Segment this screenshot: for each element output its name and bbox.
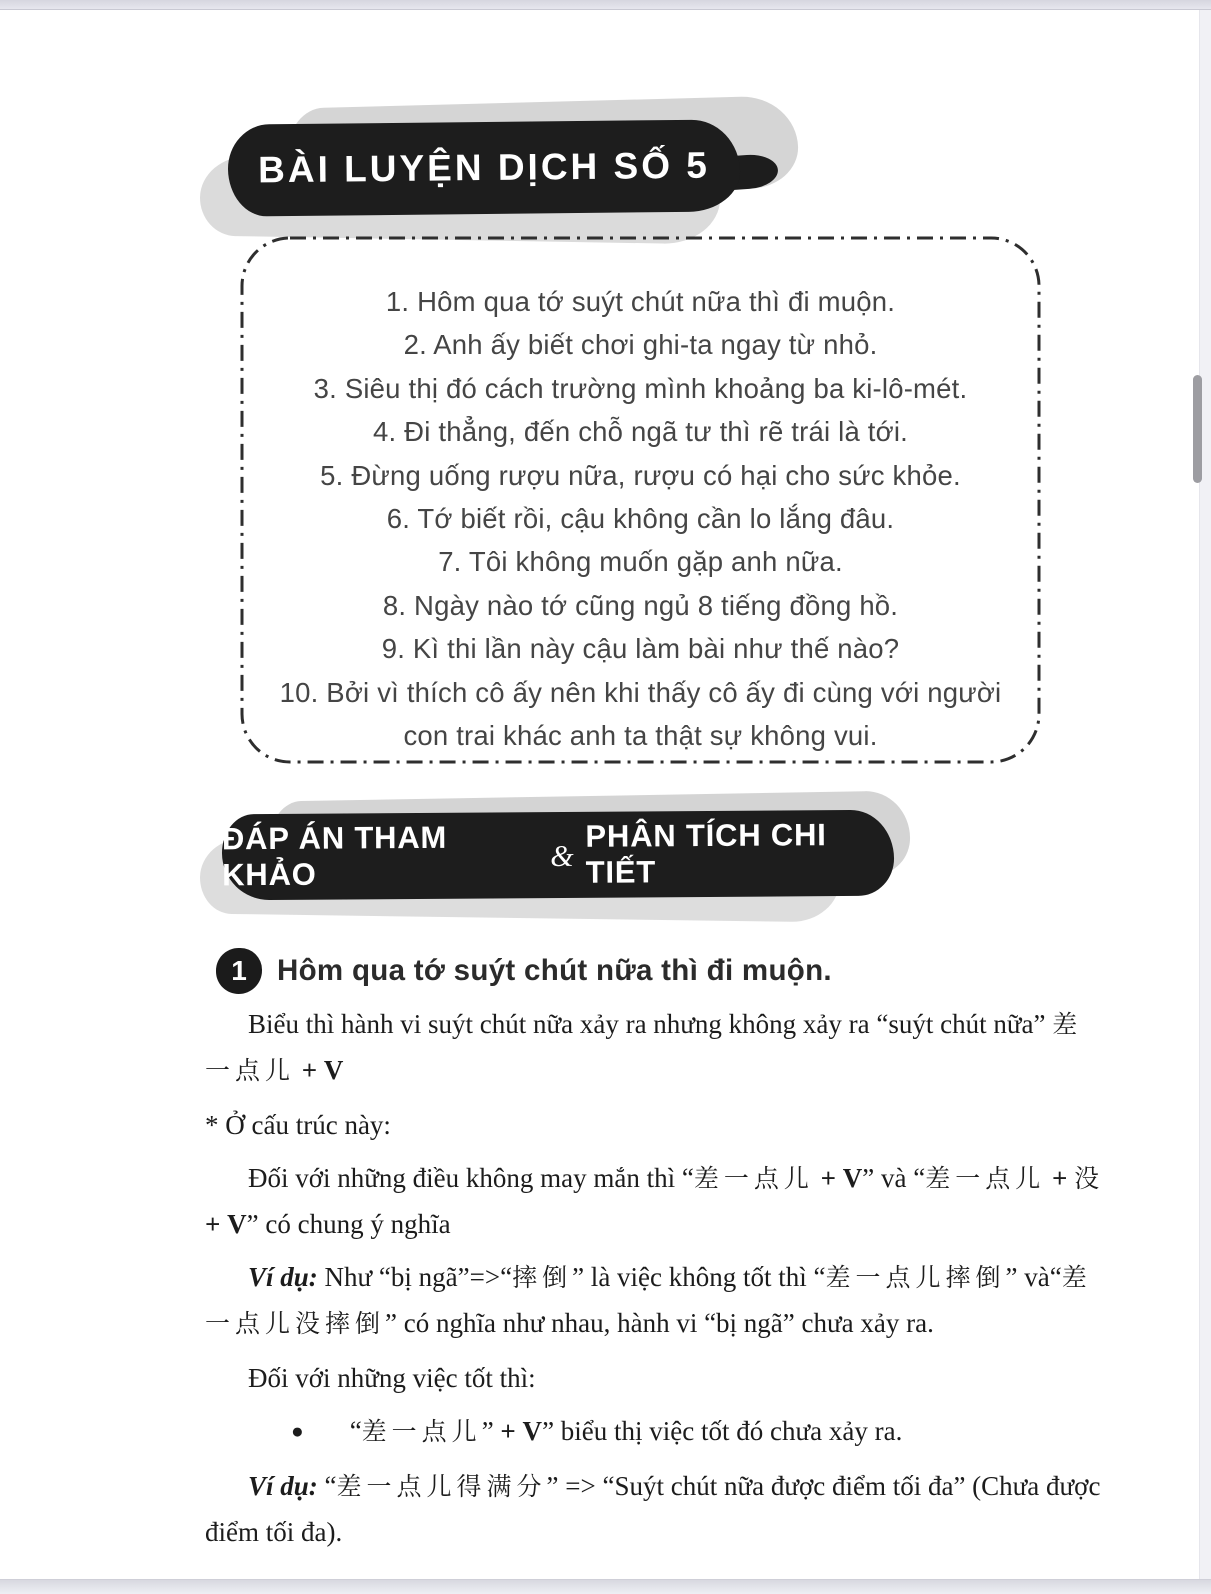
exercise-sentence: 7. Tôi không muốn gặp anh nữa. <box>438 546 843 578</box>
text-run: ” <box>481 1416 501 1446</box>
example-label: Ví dụ: <box>248 1471 318 1501</box>
text-run: Đối với những việc tốt thì: <box>248 1363 536 1393</box>
text-run: Như “bị ngã”=>“ <box>317 1262 513 1292</box>
chinese-run: 差一点儿没摔倒 <box>205 1265 1092 1338</box>
lesson-title: BÀI LUYỆN DỊCH SỐ 5 <box>257 144 711 191</box>
text-run: ” biểu thị việc tốt đó chưa xảy ra. <box>542 1416 903 1446</box>
bullet-icon: ● <box>291 1419 304 1443</box>
text-run: Biểu thì hành vi suýt chút nữa xảy ra nhưng không xảy ra “suýt chút nữa” <box>248 1009 1053 1039</box>
brush-blob <box>222 810 895 901</box>
exercise-sentences-box <box>240 236 1041 764</box>
analysis-paragraph <box>205 1156 1107 1246</box>
scrollbar-track[interactable] <box>1199 10 1211 1580</box>
scrollbar-thumb[interactable] <box>1193 375 1202 483</box>
chinese-run: 差一点儿得满分 <box>336 1474 547 1501</box>
text-run: ” và “ <box>862 1163 926 1193</box>
analysis-example <box>205 1255 1107 1347</box>
chinese-run: 摔倒 <box>512 1265 573 1292</box>
answers-heading-badge <box>222 812 894 898</box>
exercise-sentence: 1. Hôm qua tớ suýt chút nữa thì đi muộn. <box>385 286 896 317</box>
section-heading <box>216 948 1116 994</box>
text-run: ” => “Suýt chút nữa được điểm tối đa” (Chưa được điểm tối đa). <box>205 1471 1101 1547</box>
chinese-run: 差一点儿 <box>205 1012 1083 1085</box>
exercise-sentence: 6. Tớ biết rồi, cậu không cần lo lắng đâu. <box>386 503 895 535</box>
text-run: ” có nghĩa như nhau, hành vi “bị ngã” chưa xảy ra. <box>385 1308 934 1338</box>
bold-run: + V <box>813 1163 863 1193</box>
chinese-run: 差一点儿 <box>925 1166 1046 1193</box>
bold-run: + <box>1045 1163 1075 1193</box>
section-number-badge <box>216 948 262 994</box>
answers-heading-part1: ĐÁP ÁN THAM KHẢO <box>221 819 448 893</box>
text-run: ” là việc không tốt thì “ <box>572 1262 826 1292</box>
text-run: * Ở cấu trúc này: <box>205 1110 391 1140</box>
text-run: Đối với những điều không may mắn thì “ <box>248 1163 694 1193</box>
top-edge-bar <box>0 0 1211 10</box>
chinese-run: 差一点儿 <box>361 1419 482 1446</box>
text-run: “ <box>349 1416 362 1446</box>
bottom-edge-bar <box>0 1579 1211 1594</box>
analysis-body <box>205 1002 1107 1563</box>
bold-run: + V <box>500 1416 543 1446</box>
exercise-sentence: 8. Ngày nào tớ cũng ngủ 8 tiếng đồng hồ. <box>382 589 899 621</box>
analysis-paragraph <box>205 1356 1107 1400</box>
analysis-example <box>205 1464 1107 1554</box>
bold-run: + V <box>295 1055 344 1085</box>
example-label: Ví dụ: <box>248 1262 318 1292</box>
exercise-sentence: 9. Kì thi lần này cậu làm bài như thế nào? <box>381 633 900 665</box>
exercise-sentence: 4. Đi thẳng, đến chỗ ngã tư thì rẽ trái là tới. <box>372 416 908 448</box>
analysis-bullet <box>205 1409 1107 1455</box>
chinese-run: 差一点儿摔倒 <box>825 1265 1006 1292</box>
analysis-paragraph <box>205 1002 1107 1094</box>
exercise-sentence: 5. Đừng uống rượu nữa, rượu có hại cho sức khỏe. <box>320 459 961 491</box>
exercise-sentence: 3. Siêu thị đó cách trường mình khoảng ba ki-lô-mét. <box>313 372 968 404</box>
exercise-sentence: 10. Bởi vì thích cô ấy nên khi thấy cô ấy đi cùng với người con trai khác anh ta thật sự không vui. <box>279 676 1002 752</box>
ampersand: & <box>550 839 574 874</box>
answers-heading-part2: PHÂN TÍCH CHI TIẾT <box>585 817 827 890</box>
analysis-paragraph <box>205 1103 1107 1147</box>
exercise-sentence: 2. Anh ấy biết chơi ghi-ta ngay từ nhỏ. <box>403 329 878 361</box>
text-run: ” có chung ý nghĩa <box>246 1209 451 1239</box>
brush-blob <box>228 119 741 216</box>
lesson-title-badge <box>228 122 740 214</box>
bold-run: + V <box>205 1209 247 1239</box>
text-run: ” và“ <box>1005 1262 1062 1292</box>
section-title: Hôm qua tớ suýt chút nữa thì đi muộn. <box>277 954 832 987</box>
section-number: 1 <box>231 955 247 986</box>
chinese-run: 差一点儿 <box>693 1166 814 1193</box>
sentence-list <box>266 280 1015 757</box>
chinese-run: 没 <box>1074 1166 1105 1193</box>
text-run: “ <box>317 1471 337 1501</box>
